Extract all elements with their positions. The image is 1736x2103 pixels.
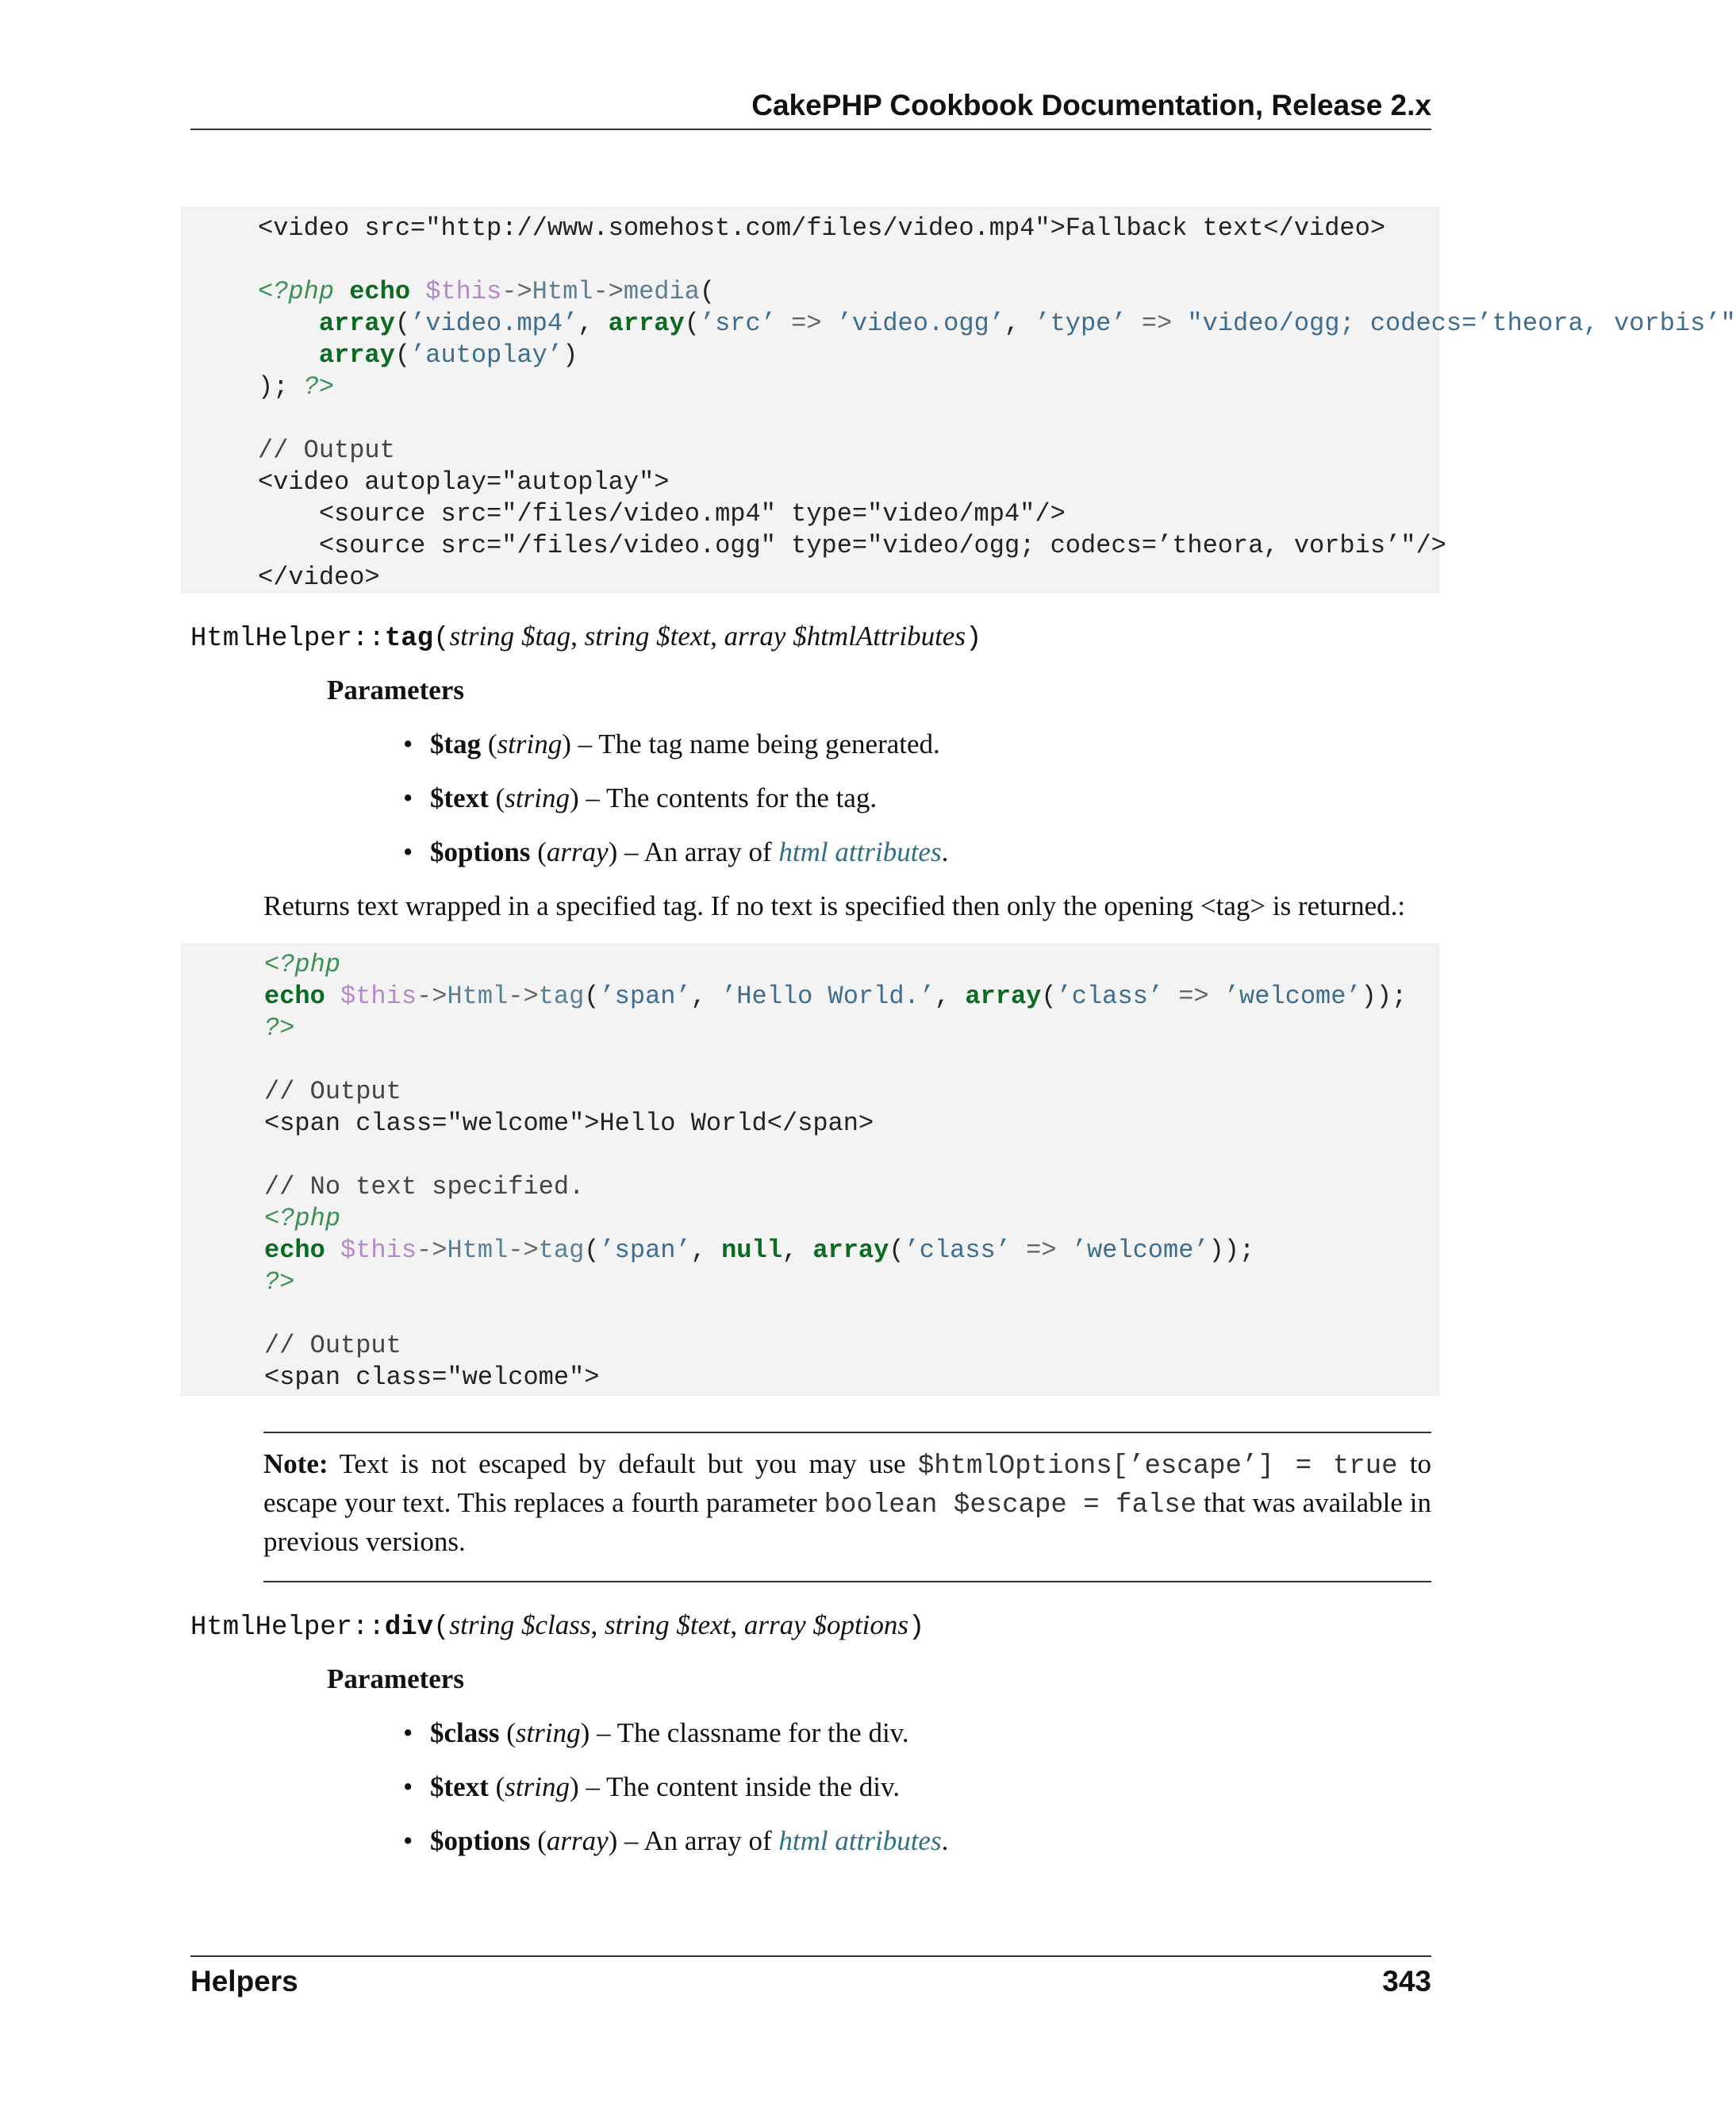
code-token: <?php — [264, 950, 341, 979]
sig-name: tag — [384, 624, 434, 654]
param-type: array — [546, 836, 609, 867]
code-token: ’video.ogg’ — [836, 309, 1004, 338]
list-item: • $text (string) – The contents for the tag. — [403, 782, 948, 836]
code-token: -> — [508, 982, 539, 1011]
note-bottom-rule — [263, 1581, 1431, 1582]
code-line: </video> — [258, 563, 380, 592]
code-token: array — [318, 340, 395, 370]
sig-arg-type: string — [584, 621, 650, 652]
param-desc: The contents for the tag. — [606, 782, 878, 813]
code-line: // Output — [258, 436, 395, 465]
code-token: ( — [394, 309, 411, 338]
sig-close: ) — [965, 624, 982, 654]
footer-rule — [190, 1955, 1431, 1957]
param-desc: The classname for the div. — [616, 1717, 909, 1748]
code-token: Html — [447, 1236, 509, 1265]
param-desc: An array of — [643, 836, 779, 867]
sig-arg-name: $text — [656, 621, 711, 652]
param-suffix: . — [941, 1825, 949, 1856]
sig-arg-type: string — [449, 1609, 515, 1640]
code-token: null — [721, 1236, 782, 1265]
code-token: $this — [340, 1236, 417, 1265]
code-token: media — [623, 277, 700, 306]
running-header-title: CakePHP Cookbook Documentation, Release 2.x — [751, 89, 1431, 121]
code-token: -> — [417, 982, 447, 1011]
header-rule — [190, 129, 1431, 130]
note-text: that was available in previous versions. — [263, 1487, 1431, 1557]
param-type: string — [505, 1771, 570, 1802]
note-box — [263, 1446, 1431, 1559]
param-type: string — [515, 1717, 581, 1748]
parameters-label: Parameters — [327, 675, 464, 705]
html-attributes-link[interactable]: html attributes — [778, 836, 942, 867]
sig-sep: :: — [352, 1613, 385, 1643]
code-token: ’src’ — [699, 309, 776, 338]
code-token: -> — [417, 1236, 447, 1265]
code-token: => — [1126, 309, 1188, 338]
code-token: ’type’ — [1035, 309, 1127, 338]
code-token: array — [608, 309, 685, 338]
sig-open: ( — [433, 624, 450, 654]
code-token: array — [318, 309, 395, 338]
page-number: 343 — [1382, 1965, 1431, 1997]
sig-close: ) — [908, 1613, 925, 1643]
tag-description: Returns text wrapped in a specified tag. If no text is specified then only the opening <tag> is returned.: — [263, 890, 1406, 921]
code-token: ( — [699, 277, 716, 306]
param-desc: The tag name being generated. — [598, 729, 940, 759]
code-token: echo — [349, 277, 411, 306]
sig-arg-type: array — [724, 621, 786, 652]
sig-name: div — [384, 1613, 434, 1643]
list-item: • $options (array) – An array of html attributes. — [403, 836, 948, 890]
code-line: <video autoplay="autoplay"> — [258, 467, 670, 497]
code-token: ?> — [303, 372, 335, 402]
code-token: -> — [508, 1236, 539, 1265]
param-type: string — [497, 729, 563, 759]
code-token: <?php — [258, 277, 335, 306]
param-desc: The content inside the div. — [606, 1771, 900, 1802]
sig-arg-type: string — [604, 1609, 670, 1640]
code-token: ( — [684, 309, 700, 338]
code-token: Html — [447, 982, 509, 1011]
code-token: echo — [264, 1236, 325, 1265]
parameter-list-div — [403, 1717, 948, 1879]
parameter-list-tag — [403, 729, 948, 890]
note-code: $htmlOptions[’escape’] = true — [917, 1451, 1398, 1482]
param-type: array — [546, 1825, 609, 1856]
code-token: array — [965, 982, 1042, 1011]
sig-arg-type: array — [743, 1609, 806, 1640]
note-text: to escape your text. This replaces a fourth parameter — [263, 1448, 1431, 1518]
param-name: $class — [430, 1717, 500, 1748]
code-block-tag-example: <?php echo $this->Html->tag(’span’, ’Hello World.’, array(’class’ => ’welcome’)); ?> // Output <span class="welcome">Hello World</span> // No text specified. <?php echo $this->Html->tag(’span’, null, array(’class’ => ’welcome’)); ?> // Output <span class="welcome"> — [181, 944, 1439, 1396]
code-token: echo — [264, 982, 325, 1011]
code-line: // Output — [264, 1331, 401, 1360]
param-suffix: . — [941, 836, 949, 867]
code-token: ?> — [264, 1267, 295, 1297]
code-token: ’welcome’ — [1071, 1236, 1209, 1265]
code-token: ?> — [264, 1013, 295, 1043]
code-token: ’span’ — [599, 982, 691, 1011]
code-token: ’welcome’ — [1223, 982, 1362, 1011]
code-token: tag — [538, 1236, 585, 1265]
param-name: $text — [430, 782, 489, 813]
sig-arg-name: $htmlAttributes — [793, 621, 966, 652]
code-token: -> — [501, 277, 532, 306]
code-line: // No text specified. — [264, 1172, 585, 1201]
sig-arg-name: $tag — [520, 621, 571, 652]
list-item: • $options (array) – An array of html attributes. — [403, 1825, 948, 1879]
code-token: ’video.mp4’ — [410, 309, 578, 338]
html-attributes-link[interactable]: html attributes — [778, 1825, 942, 1856]
param-type: string — [505, 782, 570, 813]
code-line: <span class="welcome"> — [264, 1363, 600, 1392]
sig-arg-name: $text — [676, 1609, 731, 1640]
param-name: $text — [430, 1771, 489, 1802]
param-name: $tag — [430, 729, 482, 759]
code-line: <source src="/files/video.mp4" type="video/mp4"/> — [318, 499, 1066, 529]
note-label: Note: — [263, 1448, 328, 1479]
code-line: <source src="/files/video.ogg" type="video/ogg; codecs=’theora, vorbis’"/> — [318, 531, 1446, 560]
method-signature-div: HtmlHelper::div(string $class, string $text, array $options) — [190, 1609, 925, 1643]
code-token: ) — [563, 340, 578, 370]
code-line: <video src="http://www.somehost.com/files/video.mp4">Fallback text</video> — [258, 213, 1386, 243]
code-token: array — [812, 1236, 889, 1265]
sig-class: HtmlHelper — [190, 1613, 353, 1643]
code-token: tag — [538, 982, 585, 1011]
param-desc: An array of — [643, 1825, 779, 1856]
sig-sep: :: — [352, 624, 385, 654]
sig-arg-name: $class — [520, 1609, 591, 1640]
list-item: • $text (string) – The content inside the div. — [403, 1771, 948, 1825]
method-signature-tag: HtmlHelper::tag(string $tag, string $text, array $htmlAttributes) — [190, 621, 982, 654]
code-token: Html — [532, 277, 593, 306]
code-token: ’class’ — [1056, 982, 1163, 1011]
code-token: $this — [340, 982, 417, 1011]
code-token: ’autoplay’ — [410, 340, 563, 370]
code-line: // Output — [264, 1077, 401, 1106]
sig-arg-name: $options — [812, 1609, 909, 1640]
param-name: $options — [430, 1825, 531, 1856]
list-item: • $tag (string) – The tag name being generated. — [403, 729, 948, 782]
list-item: • $class (string) – The classname for the div. — [403, 1717, 948, 1771]
sig-open: ( — [433, 1613, 450, 1643]
code-token: ’class’ — [904, 1236, 1011, 1265]
code-token: ’Hello World.’ — [721, 982, 935, 1011]
note-text: Text is not escaped by default but you may use — [339, 1448, 918, 1479]
code-token: ’span’ — [599, 1236, 691, 1265]
code-token: => — [1026, 1236, 1057, 1265]
code-token: => — [775, 309, 837, 338]
footer-section: Helpers — [190, 1965, 298, 1997]
code-token: , — [1004, 309, 1035, 338]
code-token: -> — [593, 277, 624, 306]
note-code: boolean $escape = false — [824, 1490, 1197, 1521]
code-token: "video/ogg; codecs=’theora, vorbis’" — [1187, 309, 1736, 338]
code-line: <span class="welcome">Hello World</span> — [264, 1109, 874, 1138]
param-name: $options — [430, 836, 531, 867]
code-token: ( — [394, 340, 411, 370]
sig-arg-type: string — [449, 621, 515, 652]
parameters-label: Parameters — [327, 1663, 464, 1694]
sig-class: HtmlHelper — [190, 624, 353, 654]
code-block-media-example — [181, 207, 1736, 593]
code-token: <?php — [264, 1204, 341, 1233]
code-token: , — [578, 309, 609, 338]
code-token: ); — [258, 372, 289, 402]
code-token: => — [1178, 982, 1209, 1011]
code-token: $this — [425, 277, 502, 306]
note-top-rule — [263, 1432, 1431, 1433]
